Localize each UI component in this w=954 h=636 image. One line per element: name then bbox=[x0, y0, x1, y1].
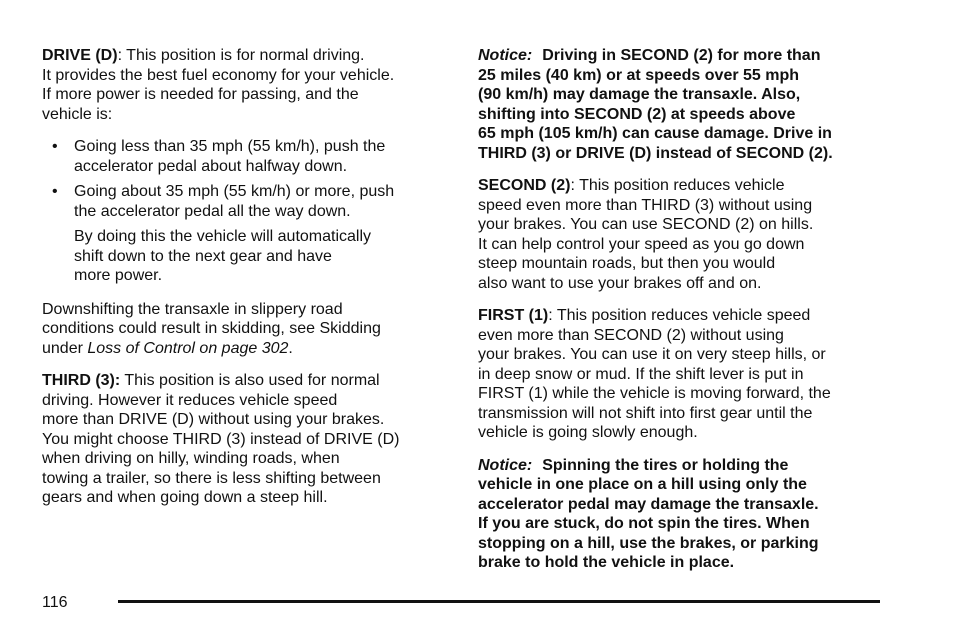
drive-separator: : bbox=[117, 47, 127, 64]
list-item bbox=[42, 182, 452, 221]
second-separator: : bbox=[570, 177, 580, 194]
drive-paragraph bbox=[42, 46, 452, 124]
notice-text: Spinning the tires or holding the vehicle in one place on a hill using only the accelerator pedal may damage the transaxle. If you are stuck, do not spin the tires. When stopping on a hill, use the brakes, or parking brake to hold the vehicle in place. bbox=[478, 456, 819, 571]
drive-text: This position is for normal driving. It provides the best fuel economy for your vehicle. If more power is needed for passing, and the vehicle is: bbox=[42, 47, 395, 123]
third-text: This position is also used for normal driving. However it reduces vehicle speed more than DRIVE (D) without using your brakes. You might choose THIRD (3) instead of DRIVE (D) when driving on hilly, winding roads, when towing a trailer, so there is less shifting between gears and when going down a steep hill. bbox=[42, 372, 400, 506]
drive-term: DRIVE (D) bbox=[42, 47, 118, 64]
first-term: FIRST (1) bbox=[478, 307, 549, 324]
notice-label: Notice: bbox=[478, 47, 533, 64]
notice-paragraph bbox=[478, 46, 878, 163]
third-paragraph bbox=[42, 371, 452, 508]
list-item bbox=[42, 137, 452, 176]
notice-paragraph bbox=[478, 456, 878, 573]
page-number: 116 bbox=[42, 594, 68, 611]
drive-bullet-list bbox=[42, 137, 452, 221]
notice-text: Driving in SECOND (2) for more than 25 miles (40 km) or at speeds over 55 mph (90 km/h) may damage the transaxle. Also, shifting into SECOND (2) at speeds above 65 mph (105 km/h) can cause damage. Drive in THIRD (3) or DRIVE (D) instead of SECOND (2). bbox=[478, 47, 833, 162]
downshift-paragraph bbox=[42, 300, 452, 359]
first-text: This position reduces vehicle speed even more than SECOND (2) without using your brakes. You can use it on very steep hills, or in deep snow or mud. If the shift lever is put in FIRST (1) while the vehicle is moving forward, the transmission will not shift into first gear until the vehicle is going slowly enough. bbox=[478, 307, 831, 441]
bullet-text: Going about 35 mph (55 km/h) or more, push the accelerator pedal all the way down. bbox=[74, 183, 395, 220]
cross-reference-link[interactable]: Loss of Control on page 302 bbox=[87, 339, 289, 357]
notice-label: Notice: bbox=[478, 456, 533, 474]
first-separator: : bbox=[548, 307, 557, 324]
first-paragraph bbox=[478, 306, 878, 443]
downshift-text: Downshifting the transaxle in slippery road conditions could result in skidding, see Skidding under bbox=[42, 300, 381, 357]
second-term: SECOND (2) bbox=[478, 177, 571, 194]
second-paragraph bbox=[478, 176, 878, 293]
left-column bbox=[42, 46, 452, 521]
second-text: This position reduces vehicle speed even more than THIRD (3) without using your brakes. You can use SECOND (2) on hills. It can help control your speed as you go down steep mountain roads, but then you would also want to use your brakes off and on. bbox=[478, 177, 814, 292]
third-term: THIRD (3): bbox=[42, 372, 121, 389]
bullet-text: Going less than 35 mph (55 km/h), push the accelerator pedal about halfway down. bbox=[74, 138, 386, 175]
indented-note: By doing this the vehicle will automatically shift down to the next gear and have more power. bbox=[74, 228, 372, 284]
right-column bbox=[478, 46, 878, 586]
bullet-icon: • bbox=[52, 183, 58, 200]
bullet-icon: • bbox=[52, 138, 58, 155]
footer-divider bbox=[118, 600, 880, 603]
downshift-end: . bbox=[288, 339, 293, 357]
